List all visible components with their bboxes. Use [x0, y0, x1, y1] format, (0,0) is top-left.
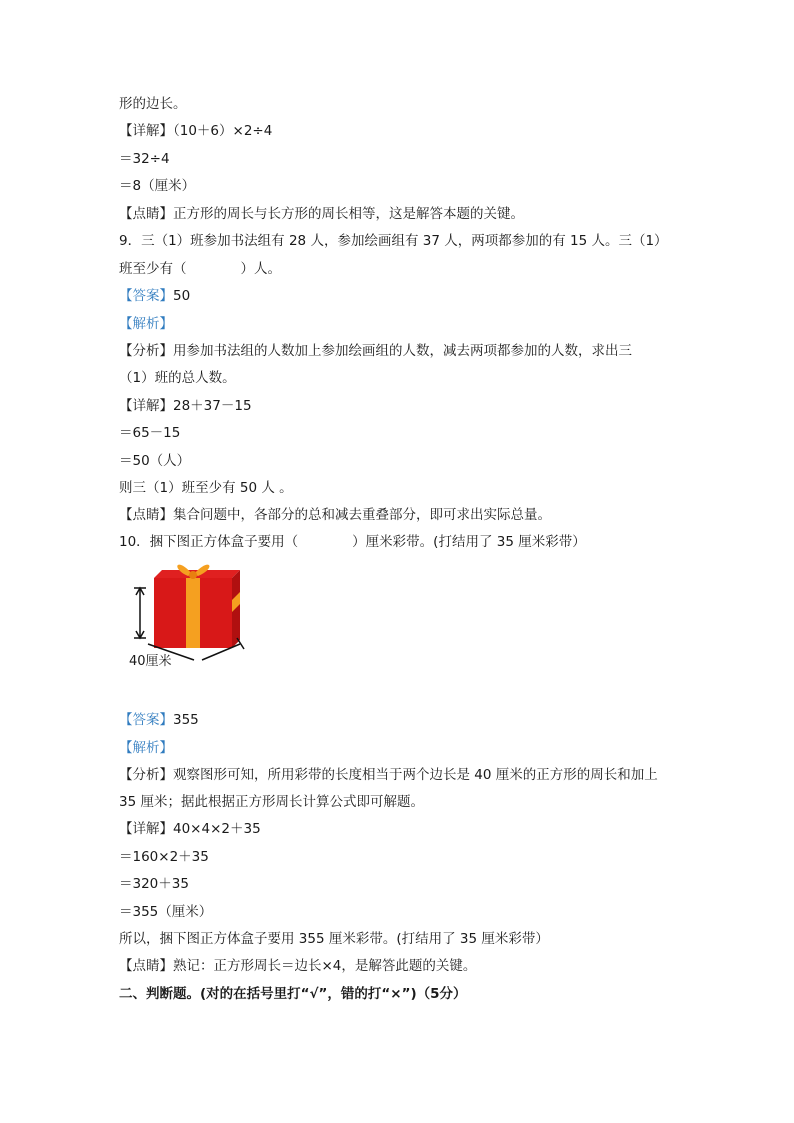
line-2: 【详解】（10＋6）×2÷4: [119, 123, 273, 139]
gift-box: [154, 565, 240, 648]
answer-10: [119, 711, 199, 729]
figure-label: 40厘米: [129, 654, 172, 669]
answer-9: [119, 287, 190, 305]
line-16: 【点睛】集合问题中，各部分的总和减去重叠部分，即可求出实际总量。: [119, 507, 551, 523]
line-17: 【分析】观察图形可知，所用彩带的长度相当于两个边长是 40 厘米的正方形的周长和加上: [119, 767, 658, 783]
line-11: （1）班的总人数。: [119, 370, 236, 386]
line-13: ＝65－15: [119, 425, 181, 441]
line-19: 【详解】40×4×2＋35: [119, 821, 261, 837]
line-21: ＝320＋35: [119, 876, 189, 892]
line-10: 【分析】用参加书法组的人数加上参加绘画组的人数，减去两项都参加的人数，求出三: [119, 343, 632, 359]
question-9-line-2: 班至少有（ ）人。: [119, 261, 281, 277]
line-24: 【点睛】熟记：正方形周长＝边长×4，是解答此题的关键。: [119, 958, 477, 974]
line-23: 所以，捆下图正方体盒子要用 355 厘米彩带。(打结用了 35 厘米彩带）: [119, 931, 549, 947]
line-15: 则三（1）班至少有 50 人 。: [119, 480, 293, 496]
question-10: 10．捆下图正方体盒子要用（ ）厘米彩带。(打结用了 35 厘米彩带）: [119, 534, 586, 550]
line-18: 35 厘米；据此根据正方形周长计算公式即可解题。: [119, 794, 424, 810]
section-heading: 二、判断题。(对的在括号里打“√”，错的打“×”)（5分）: [119, 986, 467, 1002]
answer-value: 355: [173, 712, 199, 728]
line-12: 【详解】28＋37－15: [119, 398, 252, 414]
line-22: ＝355（厘米）: [119, 904, 213, 920]
question-9-line-1: 9．三（1）班参加书法组有 28 人，参加绘画组有 37 人，两项都参加的有 15 人。三（1）: [119, 233, 668, 249]
answer-label: 【答案】: [119, 288, 173, 304]
answer-value: 50: [173, 288, 191, 304]
analysis-label: 【解析】: [119, 316, 173, 332]
line-5: 【点睛】正方形的周长与长方形的周长相等，这是解答本题的关键。: [119, 206, 524, 222]
line-20: ＝160×2＋35: [119, 849, 209, 865]
line-4: ＝8（厘米）: [119, 178, 196, 194]
line-1: 形的边长。: [119, 96, 187, 112]
analysis-label: 【解析】: [119, 740, 173, 756]
answer-label: 【答案】: [119, 712, 173, 728]
line-3: ＝32÷4: [119, 151, 170, 167]
line-14: ＝50（人）: [119, 453, 191, 469]
